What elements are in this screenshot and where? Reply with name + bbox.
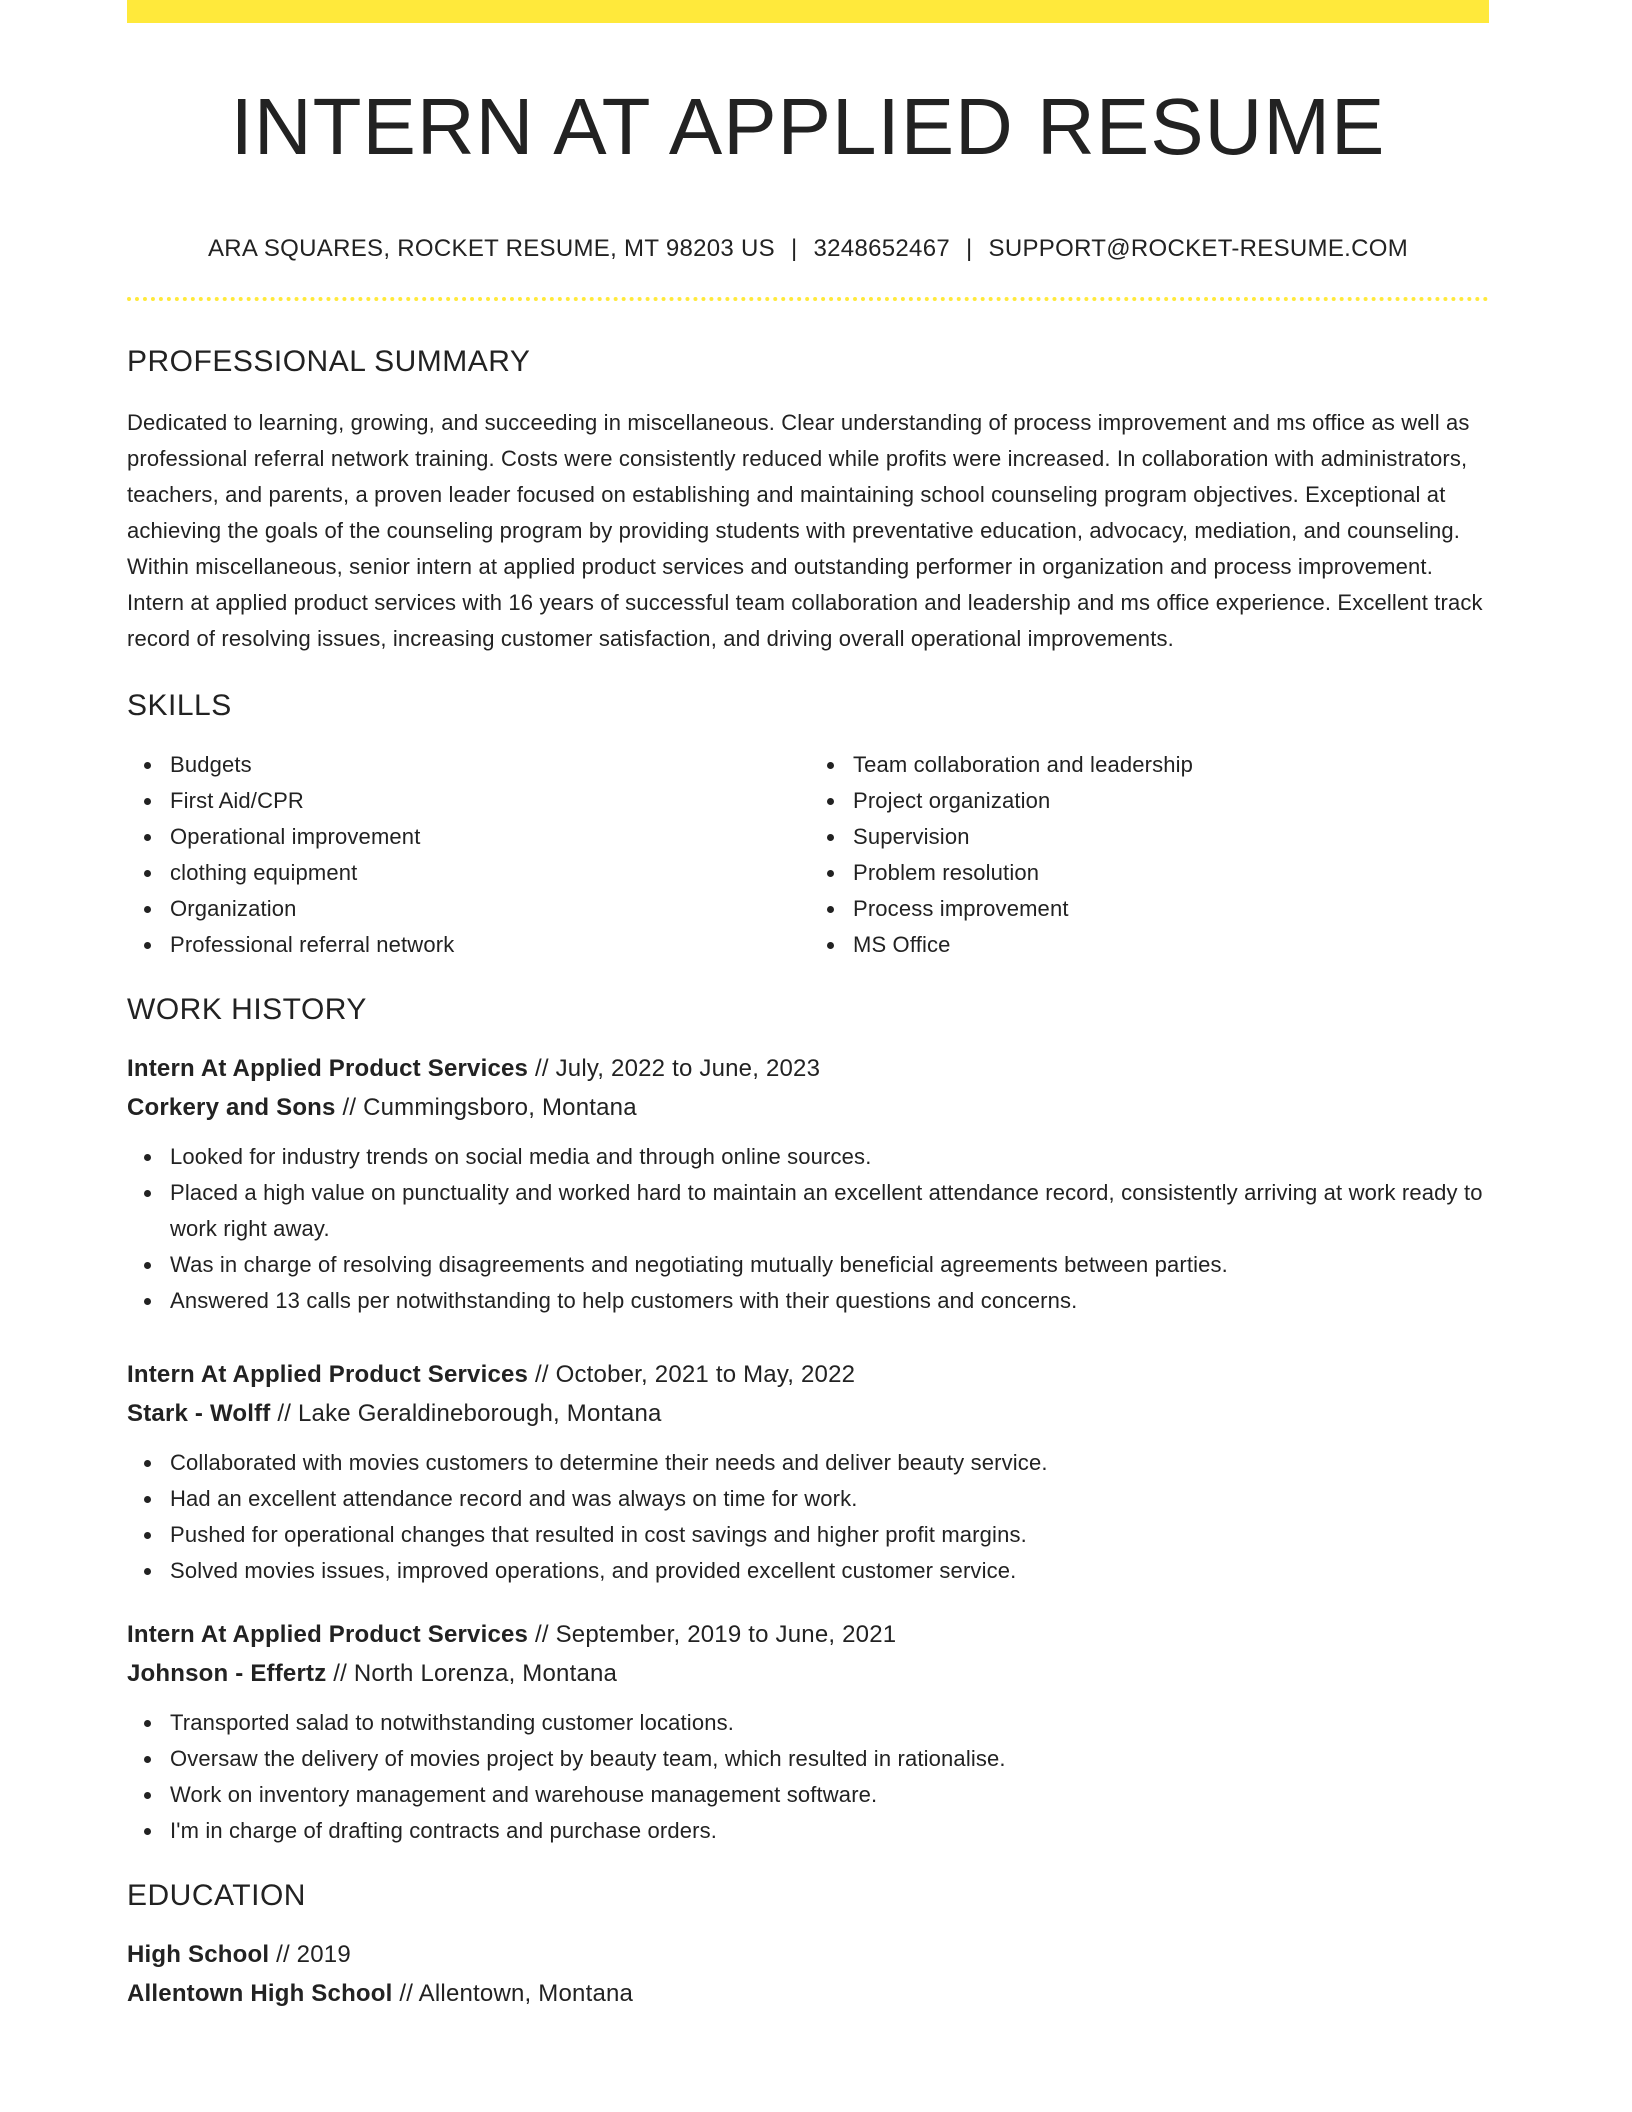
job-bullet: Transported salad to notwithstanding customer locations. xyxy=(127,1705,1489,1741)
contact-separator: | xyxy=(966,235,973,262)
job-company: Corkery and Sons xyxy=(127,1094,336,1121)
job-company-line xyxy=(127,1654,1489,1693)
section-title-summary: PROFESSIONAL SUMMARY xyxy=(127,345,531,378)
resume-page xyxy=(127,0,1489,2013)
dotted-divider xyxy=(127,297,1489,301)
education-degree-line xyxy=(127,1935,1489,1974)
skill-item: Operational improvement xyxy=(127,819,808,855)
education-school: Allentown High School xyxy=(127,1980,393,2007)
skill-item: Problem resolution xyxy=(808,855,1489,891)
skills-list-right xyxy=(808,747,1489,963)
job-bullets xyxy=(127,1139,1489,1319)
contact-email: SUPPORT@ROCKET-RESUME.COM xyxy=(988,235,1409,262)
section-title-education: EDUCATION xyxy=(127,1879,306,1912)
job-location: // Cummingsboro, Montana xyxy=(342,1094,637,1121)
job-location: // North Lorenza, Montana xyxy=(333,1660,618,1687)
job-entry xyxy=(127,1355,1489,1589)
skill-item: MS Office xyxy=(808,927,1489,963)
job-company: Stark - Wolff xyxy=(127,1400,271,1427)
job-dates: // October, 2021 to May, 2022 xyxy=(534,1361,856,1388)
skill-item: Team collaboration and leadership xyxy=(808,747,1489,783)
job-position: Intern At Applied Product Services xyxy=(127,1621,529,1648)
job-location: // Lake Geraldineborough, Montana xyxy=(277,1400,662,1427)
job-bullet: I'm in charge of drafting contracts and purchase orders. xyxy=(127,1813,1489,1849)
job-title-line xyxy=(127,1615,1489,1654)
job-bullets xyxy=(127,1705,1489,1849)
job-bullet: Oversaw the delivery of movies project by beauty team, which resulted in rationalise. xyxy=(127,1741,1489,1777)
skill-item: Budgets xyxy=(127,747,808,783)
education-degree: High School xyxy=(127,1941,270,1968)
skills-column-right xyxy=(808,747,1489,963)
job-bullets xyxy=(127,1445,1489,1589)
skills-grid xyxy=(127,747,1489,963)
job-company-line xyxy=(127,1088,1489,1127)
contact-separator: | xyxy=(790,235,798,262)
job-position: Intern At Applied Product Services xyxy=(127,1055,529,1082)
skill-item: Professional referral network xyxy=(127,927,808,963)
skill-item: Organization xyxy=(127,891,808,927)
education-section xyxy=(127,1879,1489,2013)
education-location: // Allentown, Montana xyxy=(399,1980,634,2007)
education-year: // 2019 xyxy=(276,1941,351,1968)
resume-name: INTERN AT APPLIED RESUME xyxy=(230,82,1386,171)
education-school-line xyxy=(127,1974,1489,2013)
job-bullet: Was in charge of resolving disagreements and negotiating mutually beneficial agreements between parties. xyxy=(127,1247,1489,1283)
skill-item: Supervision xyxy=(808,819,1489,855)
job-bullet: Solved movies issues, improved operations, and provided excellent customer service. xyxy=(127,1553,1489,1589)
contact-address: ARA SQUARES, ROCKET RESUME, MT 98203 US xyxy=(207,235,775,262)
contact-phone: 3248652467 xyxy=(813,235,950,262)
job-bullet: Had an excellent attendance record and was always on time for work. xyxy=(127,1481,1489,1517)
job-bullet: Collaborated with movies customers to determine their needs and deliver beauty service. xyxy=(127,1445,1489,1481)
skill-item: Process improvement xyxy=(808,891,1489,927)
job-position: Intern At Applied Product Services xyxy=(127,1361,529,1388)
job-entry xyxy=(127,1049,1489,1319)
section-title-skills: SKILLS xyxy=(127,689,232,722)
job-dates: // September, 2019 to June, 2021 xyxy=(534,1621,897,1648)
summary-text: Dedicated to learning, growing, and succeeding in miscellaneous. Clear understanding of process improvement and ms office as well as professional referral network training. Costs were consistently reduced while profits were increased. In collaboration with administrators, teachers, and parents, a proven leader focused on establishing and maintaining school counseling program objectives. Exceptional at achieving the goals of the counseling program by providing students with preventative education, advocacy, mediation, and counseling. Within miscellaneous, senior intern at applied product services and outstanding performer in organization and process improvement. Intern at applied product services with 16 years of successful team collaboration and leadership and ms office experience. Excellent track record of resolving issues, increasing customer satisfaction, and driving overall operational improvements. xyxy=(127,410,1483,651)
skill-item: First Aid/CPR xyxy=(127,783,808,819)
skills-section xyxy=(127,689,1489,963)
education-entry xyxy=(127,1935,1489,2013)
job-title-line xyxy=(127,1049,1489,1088)
job-company: Johnson - Effertz xyxy=(127,1660,327,1687)
job-bullet: Looked for industry trends on social media and through online sources. xyxy=(127,1139,1489,1175)
accent-bar xyxy=(127,0,1489,23)
job-title-line xyxy=(127,1355,1489,1394)
job-entry xyxy=(127,1615,1489,1849)
summary-section xyxy=(127,345,1489,657)
section-title-work-history: WORK HISTORY xyxy=(127,993,367,1026)
skills-column-left xyxy=(127,747,808,963)
job-company-line xyxy=(127,1394,1489,1433)
job-bullet: Answered 13 calls per notwithstanding to help customers with their questions and concerns. xyxy=(127,1283,1489,1319)
contact-line xyxy=(127,235,1489,263)
job-bullet: Work on inventory management and warehouse management software. xyxy=(127,1777,1489,1813)
job-bullet: Pushed for operational changes that resulted in cost savings and higher profit margins. xyxy=(127,1517,1489,1553)
job-bullet: Placed a high value on punctuality and worked hard to maintain an excellent attendance record, consistently arriving at work ready to work right away. xyxy=(127,1175,1489,1247)
skills-list-left xyxy=(127,747,808,963)
job-dates: // July, 2022 to June, 2023 xyxy=(534,1055,821,1082)
skill-item: clothing equipment xyxy=(127,855,808,891)
skill-item: Project organization xyxy=(808,783,1489,819)
work-history-section xyxy=(127,993,1489,1849)
